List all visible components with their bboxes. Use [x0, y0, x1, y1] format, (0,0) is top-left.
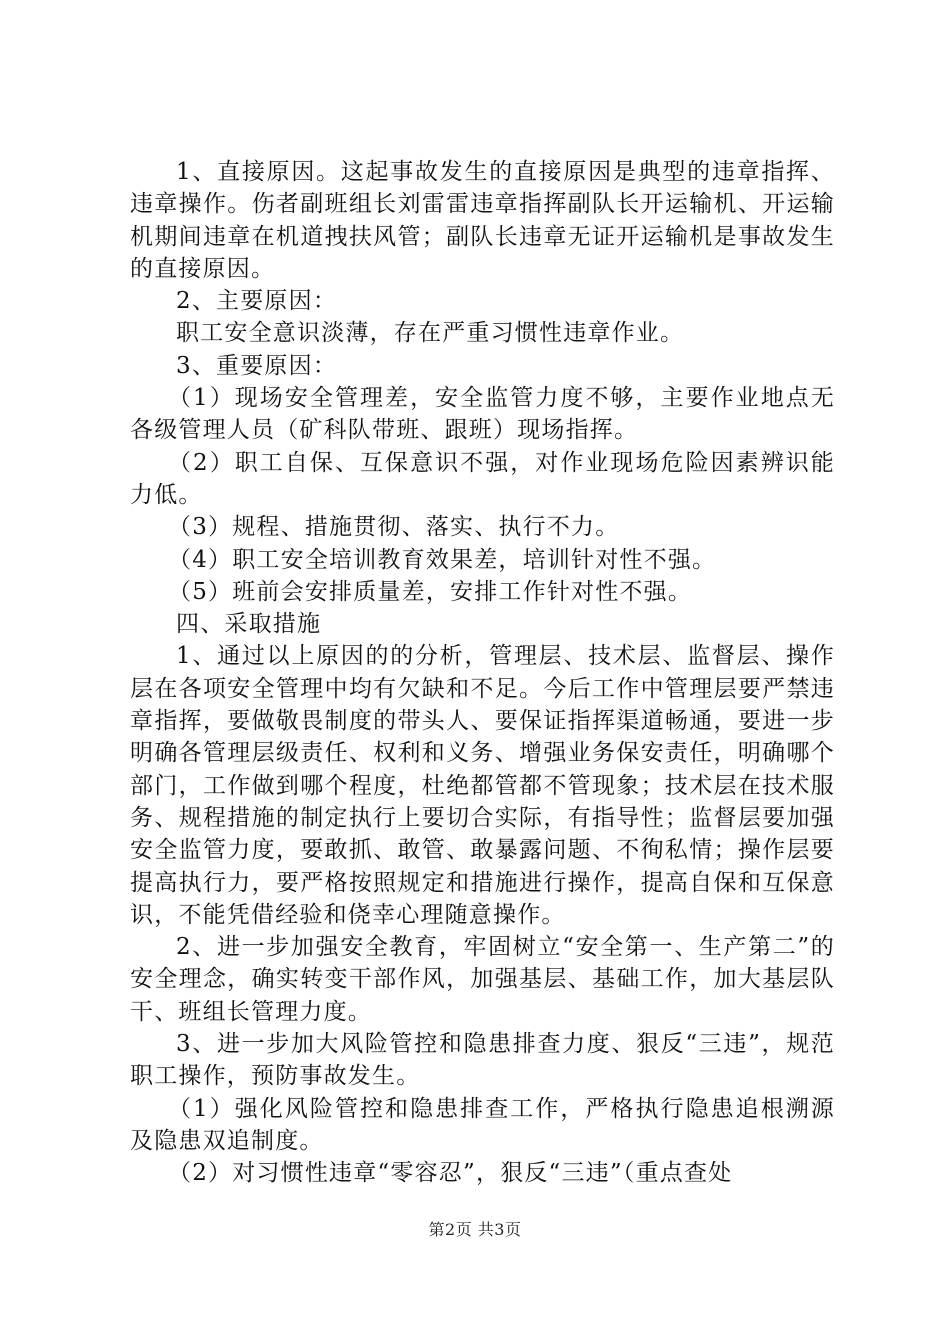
- list-item-cause-2: （2）职工自保、互保意识不强，对作业现场危险因素辨识能力低。: [130, 449, 835, 508]
- list-item-cause-1: （1）现场安全管理差，安全监管力度不够，主要作业地点无各级管理人员（矿科队带班、跟班）现场指挥。: [130, 385, 835, 444]
- paragraph-main-cause: 职工安全意识淡薄，存在严重习惯性违章作业。: [176, 320, 685, 347]
- page-number-label: 第2页 共3页: [428, 1220, 522, 1239]
- page-footer: [0, 1217, 950, 1240]
- paragraph-measure-2: 2、进一步加强安全教育，牢固树立“安全第一、生产第二”的安全理念，确实转变干部作风，加强基层、基础工作，加大基层队干、班组长管理力度。: [130, 934, 835, 1025]
- heading-important-cause: 3、重要原因：: [176, 352, 338, 379]
- paragraph-measure-3: 3、进一步加大风险管控和隐患排查力度、狠反“三违”，规范职工操作，预防事故发生。: [130, 1031, 835, 1090]
- paragraph-direct-cause: 1、直接原因。这起事故发生的直接原因是典型的违章指挥、违章操作。伤者副班组长刘雷雷违章指挥副队长开运输机、开运输机期间违章在机道拽扶风管；副队长违章无证开运输机是事故发生的直接原因。: [130, 159, 835, 282]
- section-heading-measures: 四、采取措施: [176, 611, 322, 638]
- list-item-cause-3: （3）规程、措施贯彻、落实、执行不力。: [168, 514, 620, 541]
- document-body: [130, 156, 835, 1190]
- list-item-measure-3-1: （1）强化风险管控和隐患排查工作，严格执行隐患追根溯源及隐患双追制度。: [130, 1095, 835, 1154]
- heading-main-cause: 2、主要原因：: [176, 288, 338, 315]
- list-item-measure-3-2: （2）对习惯性违章“零容忍”，狠反“三违”（重点查处: [168, 1160, 733, 1187]
- list-item-cause-5: （5）班前会安排质量差，安排工作针对性不强。: [168, 578, 693, 605]
- paragraph-measure-1: 1、通过以上原因的的分析，管理层、技术层、监督层、操作层在各项安全管理中均有欠缺和不足。今后工作中管理层要严禁违章指挥，要做敬畏制度的带头人、要保证指挥渠道畅通，要进一步明确各管理层级责任、权利和义务、增强业务保安责任，明确哪个部门，工作做到哪个程度，杜绝都管都不管现象；技术层在技术服务、规程措施的制定执行上要切合实际，有指导性；监督层要加强安全监管力度，要敢抓、敢管、敢暴露问题、不徇私情；操作层要提高执行力，要严格按照规定和措施进行操作，提高自保和互保意识，不能凭借经验和侥幸心理随意操作。: [130, 643, 835, 928]
- list-item-cause-4: （4）职工安全培训教育效果差，培训针对性不强。: [168, 546, 717, 573]
